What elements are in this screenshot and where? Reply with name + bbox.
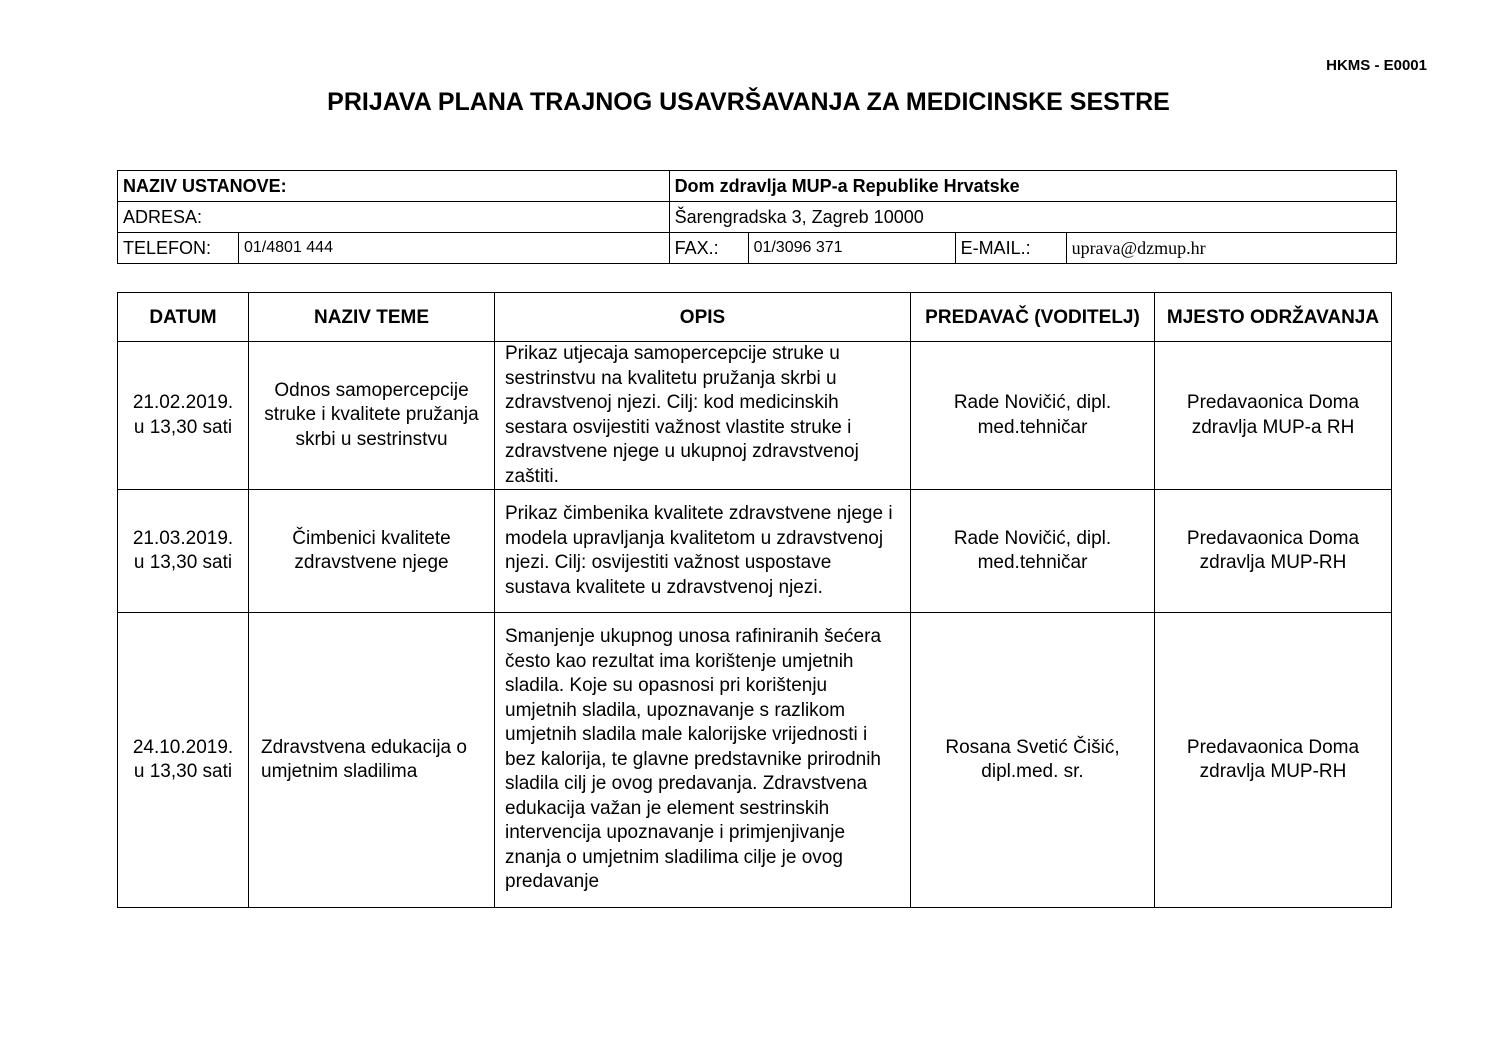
- time-text: u 13,30 sati: [133, 416, 233, 438]
- topic-cell: Odnos samopercepcije struke i kvalitete pružanja skrbi u sestrinstvu: [249, 342, 495, 490]
- training-plan-table: [117, 292, 1392, 908]
- fax-label: FAX.:: [669, 233, 748, 264]
- table-row: [118, 490, 1392, 613]
- header-description: OPIS: [495, 293, 911, 342]
- table-header-row: [118, 293, 1392, 342]
- description-cell: Smanjenje ukupnog unosa rafiniranih šećera često kao rezultat ima korištenje umjetnih sladila. Koje su opasnosi pri korištenju umjetnih sladila, upoznavanje s razlikom umjetnih sladila male kalorijske vrijednosti i bez kalorija, te glavne predstavnike prirodnih sladila cilj je ovog predavanja. Zdravstvena edukacija važan je element sestrinskih intervencija upoznavanje i primjenjivanje znanja o umjetnim sladilima cilje je ovog predavanje: [495, 613, 911, 908]
- venue-cell: Predavaonica Doma zdravlja MUP-RH: [1155, 490, 1392, 613]
- time-text: u 13,30 sati: [133, 552, 233, 573]
- phone-label: TELEFON:: [118, 233, 239, 264]
- description-cell: Prikaz čimbenika kvalitete zdravstvene njege i modela upravljanja kvalitetom u zdravstvenoj njezi. Cilj: osvijestiti važnost uspostave sustava kvalitete u zdravstvenoj njezi.: [495, 490, 911, 613]
- header-lecturer: PREDAVAČ (VODITELJ): [911, 293, 1155, 342]
- date-cell: [118, 490, 249, 613]
- date-text: 21.02.2019.: [132, 392, 234, 413]
- institution-address-row: [118, 202, 1397, 233]
- date-cell: [118, 613, 249, 908]
- venue-cell: Predavaonica Doma zdravlja MUP-RH: [1155, 613, 1392, 908]
- topic-cell: Zdravstvena edukacija o umjetnim sladilima: [249, 613, 495, 908]
- date-cell: [118, 342, 249, 490]
- header-venue: MJESTO ODRŽAVANJA: [1155, 293, 1392, 342]
- table-row: [118, 342, 1392, 490]
- header-date: DATUM: [118, 293, 249, 342]
- email-value: uprava@dzmup.hr: [1066, 233, 1396, 264]
- time-text: u 13,30 sati: [133, 761, 233, 782]
- description-cell: Prikaz utjecaja samopercepcije struke u sestrinstvu na kvalitetu pružanja skrbi u zdravstvenoj njezi. Cilj: kod medicinskih sestara osvijestiti važnost vlastite struke i zdravstvene njege u ukupnoj zdravstvenoj zaštiti.: [495, 342, 911, 490]
- institution-name-label: NAZIV USTANOVE:: [118, 171, 670, 202]
- phone-value: 01/4801 444: [239, 233, 670, 264]
- header-topic: NAZIV TEME: [249, 293, 495, 342]
- address-value: Šarengradska 3, Zagreb 10000: [669, 202, 1396, 233]
- institution-name-value: Dom zdravlja MUP-a Republike Hrvatske: [669, 171, 1396, 202]
- lecturer-cell: Rosana Svetić Čišić, dipl.med. sr.: [911, 613, 1155, 908]
- document-code: HKMS - E0001: [1326, 57, 1427, 74]
- date-text: 21.03.2019.: [132, 527, 234, 549]
- lecturer-cell: Rade Novičić, dipl. med.tehničar: [911, 342, 1155, 490]
- table-row: [118, 613, 1392, 908]
- fax-value: 01/3096 371: [748, 233, 955, 264]
- address-label: ADRESA:: [118, 202, 670, 233]
- document-title: PRIJAVA PLANA TRAJNOG USAVRŠAVANJA ZA MEDICINSKE SESTRE: [327, 88, 1170, 116]
- email-label: E-MAIL.:: [955, 233, 1066, 264]
- date-text: 24.10.2019.: [132, 736, 234, 758]
- lecturer-cell: Rade Novičić, dipl. med.tehničar: [911, 490, 1155, 613]
- institution-contact-row: [118, 233, 1397, 264]
- venue-cell: Predavaonica Doma zdravlja MUP-a RH: [1155, 342, 1392, 490]
- topic-cell: Čimbenici kvalitete zdravstvene njege: [249, 490, 495, 613]
- institution-name-row: [118, 171, 1397, 202]
- institution-table: [117, 170, 1397, 264]
